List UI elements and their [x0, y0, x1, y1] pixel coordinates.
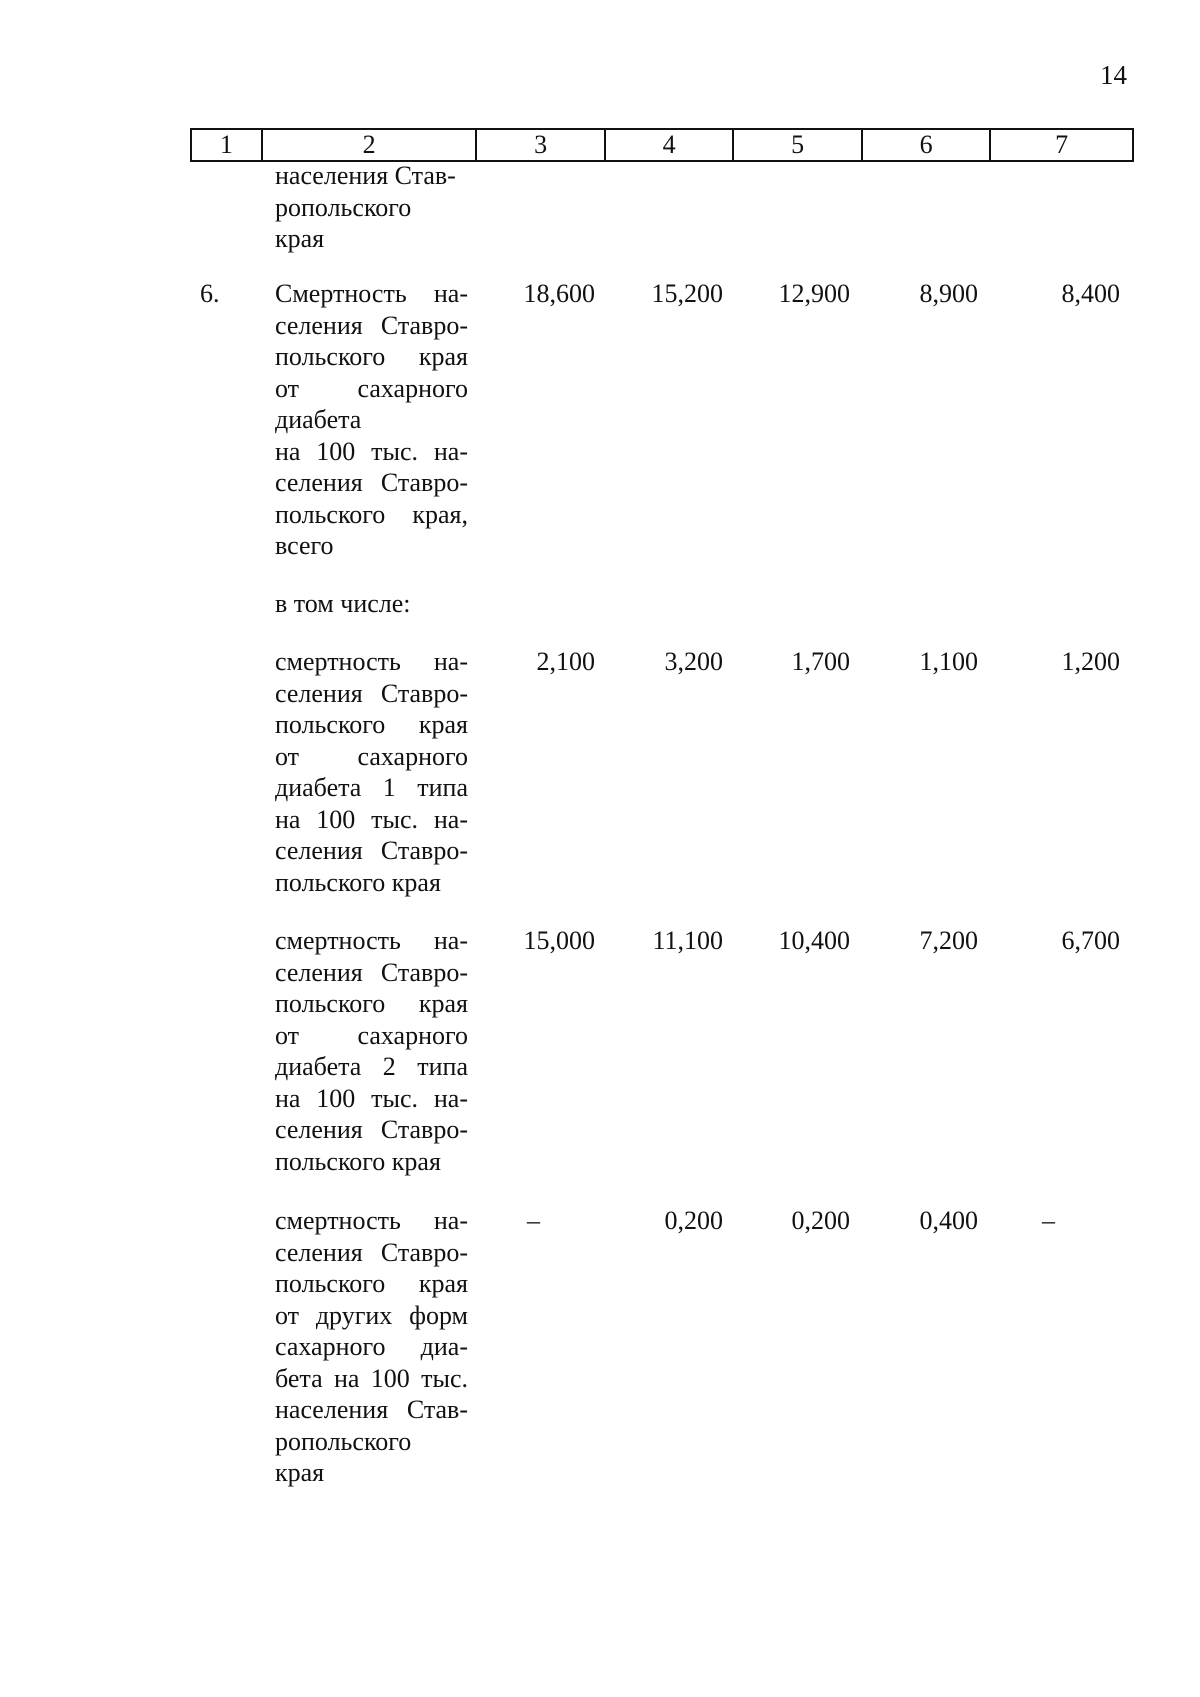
- value-col-6: 8,900: [919, 279, 978, 308]
- description-line: от сахарного: [275, 373, 468, 403]
- value-col-7: 1,200: [1061, 647, 1120, 676]
- description-line: диабета: [275, 405, 362, 434]
- value-col-5: 0,200: [791, 1206, 850, 1235]
- description-line: селения Ставро-: [275, 310, 468, 340]
- row-number: 6.: [200, 279, 220, 308]
- description-line: польского края: [275, 1146, 441, 1176]
- page-number: 14: [1100, 60, 1127, 90]
- row-description: [275, 646, 468, 898]
- column-3-header: 3: [476, 129, 605, 161]
- column-5-header: 5: [733, 129, 862, 161]
- value-col-3: 18,600: [523, 279, 595, 308]
- description-line: в том числе:: [275, 589, 411, 618]
- description-line: польского края: [275, 342, 468, 371]
- row-description: [275, 925, 468, 1177]
- value-col-6: 1,100: [919, 647, 978, 676]
- description-line: польского края,: [275, 499, 468, 529]
- value-col-4: 15,200: [651, 279, 723, 308]
- description-line: ропольского: [275, 192, 412, 222]
- description-line: селения Ставро-: [275, 957, 468, 987]
- description-line: селения Ставро-: [275, 678, 468, 708]
- description-line: смертность на-: [275, 1206, 468, 1235]
- continuation-description: [275, 160, 468, 255]
- value-col-7: 6,700: [1061, 926, 1120, 955]
- description-line: на 100 тыс. на-: [275, 436, 468, 466]
- value-col-6: 0,400: [919, 1206, 978, 1235]
- description-line: селения Ставро-: [275, 836, 468, 865]
- value-col-5: 1,700: [791, 647, 850, 676]
- description-line: смертность на-: [275, 926, 468, 955]
- description-line: диабета 1 типа: [275, 773, 468, 802]
- description-line: польского края: [275, 989, 468, 1018]
- column-2-header: 2: [262, 129, 477, 161]
- value-col-3: 15,000: [523, 926, 595, 955]
- value-col-6: 7,200: [919, 926, 978, 955]
- description-line: сахарного диа-: [275, 1332, 468, 1361]
- description-line: края: [275, 224, 325, 253]
- value-col-5: 10,400: [778, 926, 850, 955]
- description-line: смертность на-: [275, 647, 468, 676]
- description-line: на 100 тыс. на-: [275, 1083, 468, 1113]
- value-col-3: 2,100: [536, 647, 595, 676]
- description-line: на 100 тыс. на-: [275, 804, 468, 834]
- column-1-header: 1: [191, 129, 262, 161]
- value-col-4: 11,100: [652, 926, 723, 955]
- column-6-header: 6: [862, 129, 991, 161]
- description-line: селения Ставро-: [275, 1237, 468, 1267]
- row-description: [275, 1205, 468, 1489]
- value-col-3: –: [527, 1206, 540, 1235]
- description-line: от сахарного: [275, 1020, 468, 1050]
- description-line: края: [275, 1458, 325, 1487]
- description-line: польского края: [275, 710, 468, 739]
- value-col-5: 12,900: [778, 279, 850, 308]
- column-4-header: 4: [605, 129, 734, 161]
- value-col-4: 0,200: [664, 1206, 723, 1235]
- description-line: населения Став-: [275, 161, 456, 190]
- description-line: селения Ставро-: [275, 468, 468, 497]
- description-line: польского края: [275, 1269, 468, 1298]
- description-line: населения Став-: [275, 1395, 468, 1424]
- description-line: от сахарного: [275, 741, 468, 771]
- row-description: [275, 278, 468, 562]
- description-line: польского края: [275, 867, 441, 897]
- description-line: селения Ставро-: [275, 1115, 468, 1144]
- column-7-header: 7: [990, 129, 1133, 161]
- description-line: Смертность на-: [275, 279, 468, 308]
- including-label: [275, 588, 468, 620]
- column-number-header: [190, 128, 1134, 162]
- value-col-4: 3,200: [664, 647, 723, 676]
- value-col-7: 8,400: [1061, 279, 1120, 308]
- description-line: бета на 100 тыс.: [275, 1363, 468, 1393]
- description-line: от других форм: [275, 1300, 468, 1330]
- description-line: диабета 2 типа: [275, 1052, 468, 1081]
- description-line: всего: [275, 531, 334, 560]
- value-col-7: –: [1042, 1206, 1055, 1235]
- description-line: ропольского: [275, 1426, 412, 1456]
